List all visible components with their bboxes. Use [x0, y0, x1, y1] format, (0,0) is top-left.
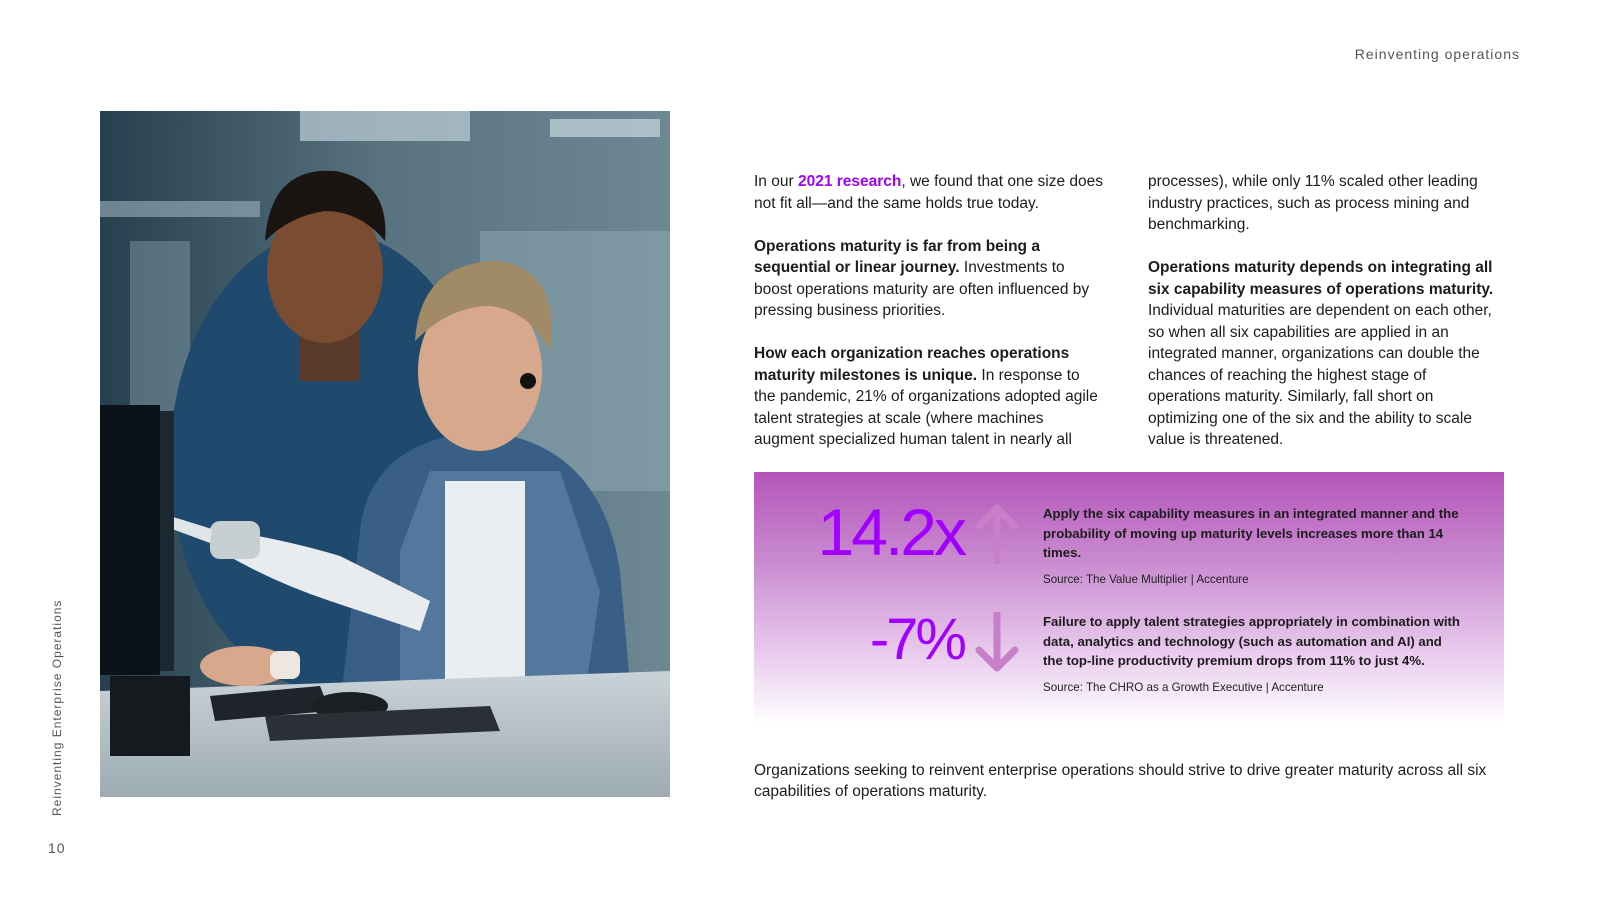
research-link[interactable]: 2021 research [797, 173, 902, 190]
point-unique-continued: processes), while only 11% scaled other leading industry practices, such as process mining and benchmarking. [1148, 173, 1478, 233]
office-photo-illustration [100, 111, 670, 797]
point-unique-heading: How each organization reaches operations maturity milestones is unique. [754, 345, 1070, 384]
point-integrating: Operations maturity depends on integrating all six capability measures of operations maturity. Individual maturities are dependent on each other, so when all six capabilities are applied in an integrated manner, organizations can double the chances of reaching the highest stage of operations maturity. Similarly, fall short on optimizing one of the six and the ability to scale value is threatened. [1148, 259, 1494, 448]
office-photo [100, 111, 670, 797]
stat-value: 14.2x [817, 495, 964, 569]
point-unique: How each organization reaches operations maturity milestones is unique. In response to the pandemic, 21% of organizations adopted agile talent strategies at scale (where machines augment specialized human talent in nearly all [754, 345, 1098, 448]
running-head: Reinventing operations [1354, 46, 1520, 62]
vertical-section-title: Reinventing Enterprise Operations [50, 599, 64, 816]
point-sequential-heading: Operations maturity is far from being a sequential or linear journey. [754, 237, 1040, 276]
stat-source: Source: The CHRO as a Growth Executive | Accenture [1043, 680, 1324, 694]
closing-paragraph: Organizations seeking to reinvent enterprise operations should strive to drive greater maturity across all six capabilities of operations maturity. [754, 762, 1487, 800]
down-arrow-icon [974, 612, 1020, 672]
stat-callout-panel [754, 472, 1504, 724]
intro-paragraph: In our 2021 research, we found that one size does not fit all—and the same holds true today. [754, 173, 1104, 212]
stat-description: Apply the six capability measures in an integrated manner and the probability of moving up maturity levels increases more than 14 times. Source: The Value Multiplier | Accenture [1043, 504, 1463, 589]
stat-value: -7% [869, 607, 964, 672]
body-column-left [754, 171, 1104, 472]
stat-description: Failure to apply talent strategies appropriately in combination with data, analytics and technology (such as automation and AI) and the top-line productivity premium drops from 11% to just 4%. Source: The CHRO as a Growth Executive | Accenture [1043, 612, 1463, 697]
body-column-right [1148, 171, 1498, 472]
stat-source: Source: The Value Multiplier | Accenture [1043, 572, 1249, 586]
up-arrow-icon [974, 504, 1020, 564]
point-integrating-heading: Operations maturity depends on integrating all six capability measures of operations maturity. [1148, 259, 1494, 298]
page-number: 10 [48, 840, 66, 856]
point-sequential: Operations maturity is far from being a sequential or linear journey. Investments to boost operations maturity are often influenced by pressing business priorities. [754, 237, 1090, 319]
